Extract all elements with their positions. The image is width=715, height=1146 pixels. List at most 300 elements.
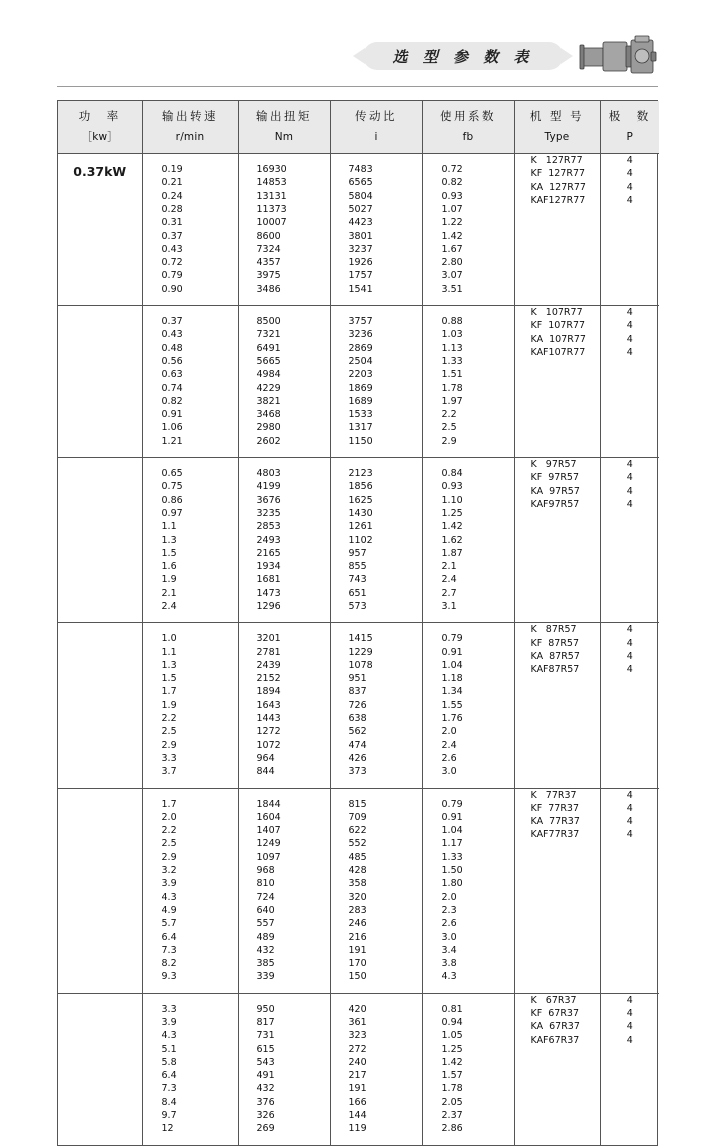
table-cell-value: 0.43 [161, 329, 183, 341]
table-cell-value: 3.2 [161, 865, 177, 877]
table-cell-value: 3.51 [441, 283, 463, 295]
table-cell-value: 3486 [256, 283, 281, 295]
type-cell [514, 306, 600, 458]
type-value: KF 87R57 [530, 637, 580, 649]
table-cell-value: 615 [256, 1043, 275, 1055]
poles-value: 4 [626, 472, 633, 484]
output-torque-cell-list [239, 789, 330, 993]
power-value-cell [58, 458, 142, 623]
table-cell-value: 1.42 [441, 1056, 463, 1068]
table-cell-value: 0.79 [161, 270, 183, 282]
table-cell-value: 119 [348, 1123, 367, 1135]
type-value: KF 77R37 [530, 802, 580, 814]
type-cell [514, 993, 600, 1144]
table-cell-value: 1.18 [441, 673, 463, 685]
type-value: KAF127R77 [530, 194, 586, 206]
output-torque-cell-list [239, 154, 330, 305]
table-cell-value: 3201 [256, 633, 281, 645]
table-cell-value: 0.72 [161, 257, 183, 269]
table-cell-value: 1272 [256, 726, 281, 738]
type-value: K 67R37 [530, 994, 577, 1006]
poles-value: 4 [626, 346, 633, 358]
table-cell-value: 0.93 [441, 481, 463, 493]
table-cell-value: 1604 [256, 811, 281, 823]
poles-cell-inner [601, 994, 660, 1047]
table-cell-value: 1.25 [441, 1043, 463, 1055]
page-title-plate [363, 42, 563, 70]
table-cell-value: 1.78 [441, 1083, 463, 1095]
table-cell-value: 2.5 [161, 838, 177, 850]
table-cell-value: 1317 [348, 422, 373, 434]
table-cell-value: 3468 [256, 409, 281, 421]
table-cell-value: 1926 [348, 257, 373, 269]
table-cell-value: 724 [256, 891, 275, 903]
table-cell-value: 640 [256, 904, 275, 916]
table-cell-value: 1.3 [161, 534, 177, 546]
table-cell-value: 14853 [256, 177, 287, 189]
table-cell-value: 2.4 [441, 574, 457, 586]
table-cell-value: 283 [348, 904, 367, 916]
table-cell-value: 1.7 [161, 798, 177, 810]
table-cell-value: 2869 [348, 342, 373, 354]
table-cell-value: 6.4 [161, 1070, 177, 1082]
type-cell-inner [515, 623, 600, 676]
table-cell-value: 5.7 [161, 918, 177, 930]
poles-value: 4 [626, 194, 633, 206]
table-cell-value: 1643 [256, 699, 281, 711]
header-divider [57, 86, 658, 87]
table-cell-value: 726 [348, 699, 367, 711]
type-list [515, 306, 600, 359]
table-cell-value: 0.91 [441, 646, 463, 658]
table-cell-value: 557 [256, 918, 275, 930]
power-value-cell [58, 623, 142, 788]
table-cell-value: 1.04 [441, 825, 463, 837]
table-cell-value: 7321 [256, 329, 281, 341]
table-cell-value: 240 [348, 1056, 367, 1068]
table-cell-value: 1.42 [441, 230, 463, 242]
col-header-poles-en: P [626, 130, 634, 143]
table-cell-value: 0.88 [441, 316, 463, 328]
table-cell-value: 4803 [256, 468, 281, 480]
output-torque-cell [238, 993, 330, 1144]
type-value: KAF87R57 [530, 664, 580, 676]
poles-value: 4 [626, 459, 633, 471]
type-value: K 127R77 [530, 155, 583, 167]
table-cell-value: 272 [348, 1043, 367, 1055]
table-cell-value: 2.2 [441, 409, 457, 421]
poles-cell [600, 623, 659, 788]
type-cell-inner [515, 458, 600, 511]
table-cell-value: 428 [348, 865, 367, 877]
ratio-cell-list [331, 994, 422, 1145]
ratio-cell [330, 623, 422, 788]
table-cell-value: 1894 [256, 686, 281, 698]
table-cell-value: 1869 [348, 382, 373, 394]
table-cell-value: 1102 [348, 534, 373, 546]
table-cell-value: 2.2 [161, 825, 177, 837]
table-cell-value: 2.05 [441, 1096, 463, 1108]
table-cell-value: 2152 [256, 673, 281, 685]
table-cell-value: 1.05 [441, 1030, 463, 1042]
table-cell-value: 0.37 [161, 230, 183, 242]
table-cell-value: 12 [161, 1123, 174, 1135]
table-cell-value: 1.78 [441, 382, 463, 394]
table-cell-value: 810 [256, 878, 275, 890]
col-header-poles [600, 101, 659, 154]
table-cell-value: 0.65 [161, 468, 183, 480]
type-value: KA 87R57 [530, 650, 580, 662]
table-cell-value: 4199 [256, 481, 281, 493]
service-factor-cell [422, 154, 514, 306]
table-cell-value: 1.03 [441, 329, 463, 341]
service-factor-cell-list [423, 306, 514, 457]
table-cell-value: 432 [256, 1083, 275, 1095]
type-value: KA 97R57 [530, 485, 580, 497]
service-factor-cell [422, 306, 514, 458]
table-cell-value: 0.63 [161, 369, 183, 381]
table-cell-value: 0.31 [161, 217, 183, 229]
table-cell-value: 0.79 [441, 798, 463, 810]
table-cell-value: 543 [256, 1056, 275, 1068]
table-cell-value: 0.82 [161, 395, 183, 407]
table-cell-value: 320 [348, 891, 367, 903]
output-speed-cell [142, 623, 238, 788]
table-cell-value: 191 [348, 1083, 367, 1095]
table-cell-value: 2.86 [441, 1123, 463, 1135]
poles-value: 4 [626, 664, 633, 676]
col-header-output-speed-cn: 输出转速 [162, 109, 218, 123]
table-cell-value: 9.3 [161, 971, 177, 983]
output-speed-cell [142, 993, 238, 1144]
poles-cell-inner [601, 623, 660, 676]
poles-cell [600, 993, 659, 1144]
table-cell-value: 3.3 [161, 1003, 177, 1015]
type-value: K 77R37 [530, 789, 577, 801]
type-list [515, 458, 600, 511]
output-torque-cell-list [239, 458, 330, 622]
table-cell-value: 2504 [348, 355, 373, 367]
col-header-output-torque [238, 101, 330, 154]
table-cell-value: 0.79 [441, 633, 463, 645]
table-cell-value: 1.42 [441, 521, 463, 533]
poles-value: 4 [626, 829, 633, 841]
table-cell-value: 6491 [256, 342, 281, 354]
table-cell-value: 0.56 [161, 355, 183, 367]
table-cell-value: 3.4 [441, 944, 457, 956]
table-cell-value: 1.0 [161, 633, 177, 645]
spec-table-container [57, 100, 658, 1146]
table-cell-value: 8.4 [161, 1096, 177, 1108]
table-cell-value: 1533 [348, 409, 373, 421]
table-cell-value: 0.91 [441, 811, 463, 823]
output-torque-cell [238, 623, 330, 788]
table-cell-value: 0.94 [441, 1017, 463, 1028]
output-torque-cell-list [239, 623, 330, 787]
table-cell-value: 8600 [256, 230, 281, 242]
table-cell-value: 4984 [256, 369, 281, 381]
table-cell-value: 485 [348, 851, 367, 863]
poles-value: 4 [626, 320, 633, 332]
table-cell-value: 0.24 [161, 190, 183, 202]
table-cell-value: 144 [348, 1110, 367, 1122]
type-value: KAF67R37 [530, 1034, 580, 1046]
output-speed-cell-list [143, 458, 238, 622]
table-cell-value: 269 [256, 1123, 275, 1135]
table-cell-value: 968 [256, 865, 275, 877]
table-cell-value: 951 [348, 673, 367, 685]
table-cell-value: 2.6 [441, 918, 457, 930]
table-row [58, 154, 659, 306]
col-header-ratio [330, 101, 422, 154]
type-value: KA 107R77 [530, 333, 586, 345]
table-cell-value: 8.2 [161, 958, 177, 970]
table-cell-value: 3.0 [441, 931, 457, 943]
table-cell-value: 0.21 [161, 177, 183, 189]
output-speed-cell [142, 154, 238, 306]
poles-value: 4 [626, 816, 633, 828]
table-cell-value: 2602 [256, 435, 281, 447]
table-cell-value: 2493 [256, 534, 281, 546]
table-cell-value: 1.76 [441, 713, 463, 725]
type-value: K 107R77 [530, 307, 583, 319]
table-cell-value: 1.57 [441, 1070, 463, 1082]
table-cell-value: 0.93 [441, 190, 463, 202]
output-speed-cell-list [143, 306, 238, 457]
ratio-cell-list [331, 623, 422, 787]
table-cell-value: 0.91 [161, 409, 183, 421]
type-value: KF 127R77 [530, 168, 586, 180]
table-row [58, 623, 659, 788]
type-list [515, 623, 600, 676]
col-header-ratio-cn: 传动比 [355, 109, 397, 123]
output-speed-cell-list [143, 789, 238, 993]
table-cell-value: 7483 [348, 164, 373, 176]
power-value-cell: 0.37kW [58, 154, 142, 306]
table-cell-value: 191 [348, 944, 367, 956]
table-cell-value: 562 [348, 726, 367, 738]
ratio-cell-list [331, 154, 422, 305]
table-cell-value: 638 [348, 713, 367, 725]
table-cell-value: 1934 [256, 561, 281, 573]
table-cell-value: 0.97 [161, 507, 183, 519]
poles-value: 4 [626, 789, 633, 801]
table-cell-value: 1757 [348, 270, 373, 282]
table-cell-value: 8500 [256, 316, 281, 328]
table-cell-value: 844 [256, 766, 275, 778]
table-cell-value: 2.37 [441, 1110, 463, 1122]
col-header-type [514, 101, 600, 154]
table-cell-value: 2.9 [161, 851, 177, 863]
table-cell-value: 2.0 [161, 811, 177, 823]
poles-list [601, 154, 660, 207]
type-cell [514, 154, 600, 306]
table-cell-value: 0.43 [161, 243, 183, 255]
page-title: 选 型 参 数 表 [392, 47, 534, 66]
table-cell-value: 0.74 [161, 382, 183, 394]
col-header-output-torque-en: Nm [274, 130, 294, 143]
type-cell-inner [515, 154, 600, 207]
table-row [58, 306, 659, 458]
type-list [515, 789, 600, 842]
table-cell-value: 855 [348, 561, 367, 573]
table-cell-value: 1097 [256, 851, 281, 863]
table-cell-value: 3.9 [161, 878, 177, 890]
type-value: KA 127R77 [530, 181, 586, 193]
table-cell-value: 1229 [348, 646, 373, 658]
table-cell-value: 0.19 [161, 164, 183, 176]
table-cell-value: 0.86 [161, 494, 183, 506]
table-cell-value: 3.7 [161, 766, 177, 778]
output-torque-cell-list [239, 994, 330, 1145]
poles-cell-inner [601, 789, 660, 842]
ratio-cell-list [331, 458, 422, 622]
table-cell-value: 1.06 [161, 422, 183, 434]
type-cell-inner [515, 994, 600, 1047]
poles-value: 4 [626, 307, 633, 319]
table-cell-value: 0.90 [161, 283, 183, 295]
table-cell-value: 3975 [256, 270, 281, 282]
output-torque-cell [238, 154, 330, 306]
table-cell-value: 1.9 [161, 699, 177, 711]
power-value-cell [58, 788, 142, 993]
table-cell-value: 0.28 [161, 203, 183, 215]
ratio-cell-list [331, 789, 422, 993]
table-cell-value: 2.1 [441, 561, 457, 573]
table-cell-value: 1.33 [441, 851, 463, 863]
output-speed-cell [142, 458, 238, 623]
table-cell-value: 1.34 [441, 686, 463, 698]
table-header [58, 101, 659, 154]
output-speed-cell-list [143, 154, 238, 305]
table-cell-value: 0.84 [441, 468, 463, 480]
table-cell-value: 3237 [348, 243, 373, 255]
table-cell-value: 1415 [348, 633, 373, 645]
table-cell-value: 1856 [348, 481, 373, 493]
table-cell-value: 6.4 [161, 931, 177, 943]
poles-value: 4 [626, 1021, 633, 1033]
poles-list [601, 789, 660, 842]
table-cell-value: 0.82 [441, 177, 463, 189]
table-cell-value: 2.7 [441, 587, 457, 599]
table-cell-value: 426 [348, 752, 367, 764]
output-speed-cell-list [143, 623, 238, 787]
power-value-cell [58, 993, 142, 1144]
table-cell-value: 2.80 [441, 257, 463, 269]
table-cell-value: 1.67 [441, 243, 463, 255]
table-cell-value: 3.0 [441, 766, 457, 778]
type-value: KAF107R77 [530, 346, 586, 358]
output-torque-cell [238, 306, 330, 458]
table-body [58, 154, 659, 1145]
poles-value: 4 [626, 624, 633, 636]
poles-list [601, 306, 660, 359]
type-cell-inner [515, 306, 600, 359]
table-cell-value: 385 [256, 958, 275, 970]
table-cell-value: 743 [348, 574, 367, 586]
table-cell-value: 1.7 [161, 686, 177, 698]
col-header-output-torque-cn: 输出扭矩 [256, 109, 312, 123]
table-cell-value: 1078 [348, 659, 373, 671]
table-cell-value: 4357 [256, 257, 281, 269]
service-factor-cell-list [423, 994, 514, 1145]
table-cell-value: 1.80 [441, 878, 463, 890]
table-cell-value: 323 [348, 1030, 367, 1042]
type-value: KA 67R37 [530, 1021, 580, 1033]
table-cell-value: 1.51 [441, 369, 463, 381]
type-cell [514, 623, 600, 788]
col-header-power-cn: 功 率 [78, 109, 121, 123]
output-torque-cell [238, 788, 330, 993]
col-header-ratio-en: i [374, 130, 378, 143]
table-cell-value: 7.3 [161, 1083, 177, 1095]
col-header-power-en: ［kw］ [81, 130, 118, 143]
poles-list [601, 458, 660, 511]
poles-cell [600, 154, 659, 306]
table-cell-value: 2.5 [441, 422, 457, 434]
col-header-type-en: Type [544, 130, 570, 143]
table-cell-value: 361 [348, 1017, 367, 1028]
table-cell-value: 7324 [256, 243, 281, 255]
poles-value: 4 [626, 333, 633, 345]
table-cell-value: 5027 [348, 203, 373, 215]
page-header [0, 0, 715, 72]
power-value-cell [58, 306, 142, 458]
table-cell-value: 489 [256, 931, 275, 943]
table-cell-value: 170 [348, 958, 367, 970]
table-cell-value: 1.9 [161, 574, 177, 586]
poles-value: 4 [626, 485, 633, 497]
table-cell-value: 2.4 [161, 600, 177, 612]
table-cell-value: 373 [348, 766, 367, 778]
table-cell-value: 1296 [256, 600, 281, 612]
table-cell-value: 2980 [256, 422, 281, 434]
ratio-cell [330, 993, 422, 1144]
table-cell-value: 1261 [348, 521, 373, 533]
poles-cell [600, 788, 659, 993]
type-list [515, 154, 600, 207]
table-cell-value: 0.75 [161, 481, 183, 493]
table-cell-value: 1430 [348, 507, 373, 519]
col-header-output-speed [142, 101, 238, 154]
poles-value: 4 [626, 1008, 633, 1019]
col-header-service-factor-en: fb [462, 130, 474, 143]
table-cell-value: 552 [348, 838, 367, 850]
table-cell-value: 957 [348, 547, 367, 559]
type-value: KA 77R37 [530, 816, 580, 828]
table-cell-value: 2.6 [441, 752, 457, 764]
table-cell-value: 2.1 [161, 587, 177, 599]
table-cell-value: 3.3 [161, 752, 177, 764]
service-factor-cell-list [423, 623, 514, 787]
table-cell-value: 1473 [256, 587, 281, 599]
table-cell-value: 1150 [348, 435, 373, 447]
service-factor-cell [422, 458, 514, 623]
table-cell-value: 166 [348, 1096, 367, 1108]
table-cell-value: 1.6 [161, 561, 177, 573]
table-cell-value: 5.1 [161, 1043, 177, 1055]
table-cell-value: 11373 [256, 203, 287, 215]
table-cell-value: 709 [348, 811, 367, 823]
table-cell-value: 0.48 [161, 342, 183, 354]
table-cell-value: 2439 [256, 659, 281, 671]
table-cell-value: 2.3 [441, 904, 457, 916]
table-cell-value: 1.33 [441, 355, 463, 367]
table-cell-value: 326 [256, 1110, 275, 1122]
type-cell [514, 458, 600, 623]
poles-value: 4 [626, 498, 633, 510]
table-cell-value: 3235 [256, 507, 281, 519]
